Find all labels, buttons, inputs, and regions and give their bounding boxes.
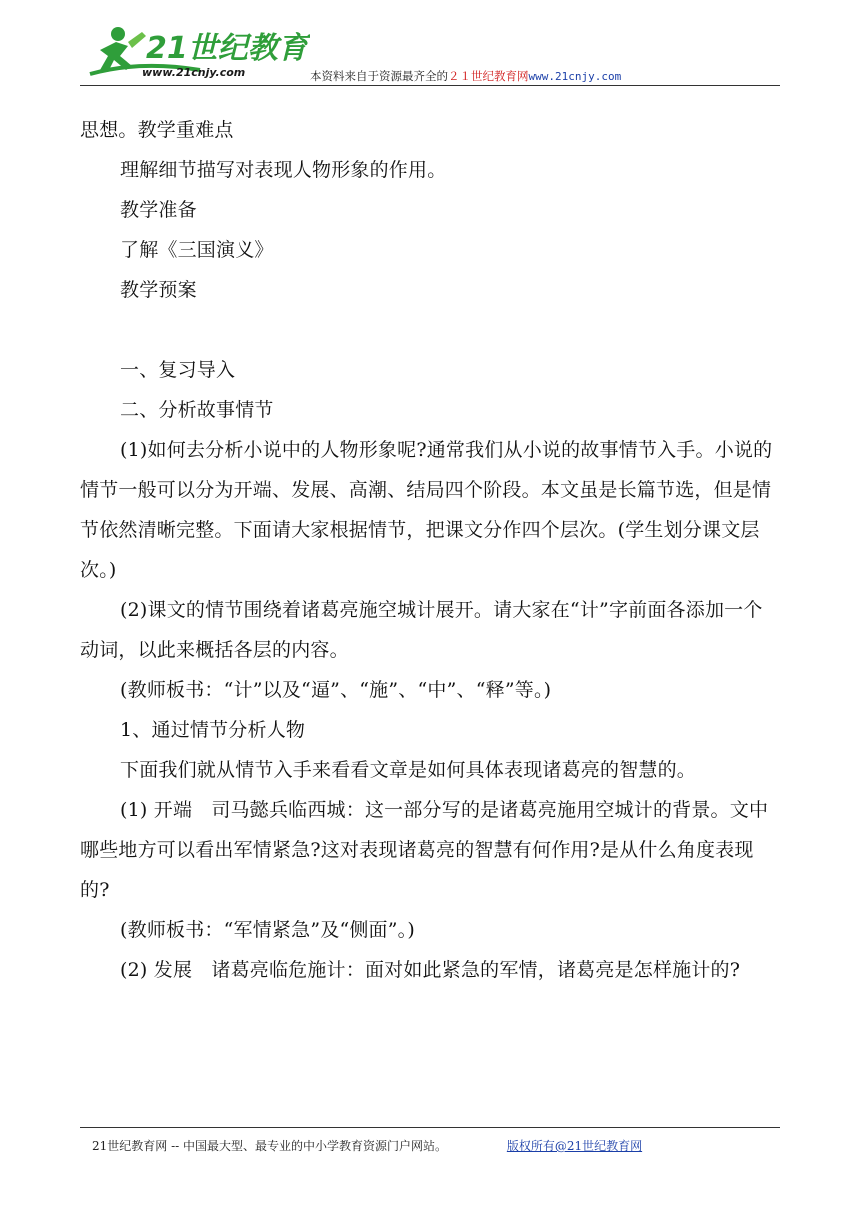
paragraph: (教师板书：“计”以及“逼”、“施”、“中”、“释”等。) — [120, 679, 552, 701]
section-heading: 二、分析故事情节 — [120, 399, 274, 421]
footer-text: 21世纪教育网 -- 中国最大型、最专业的中小学教育资源门户网站。 — [92, 1139, 448, 1153]
paragraph: 了解《三国演义》 — [120, 239, 274, 261]
paragraph: (教师板书：“军情紧急”及“侧面”。) — [120, 919, 415, 941]
section-heading: 教学预案 — [120, 279, 197, 301]
paragraph: 理解细节描写对表现人物形象的作用。 — [120, 159, 447, 181]
paragraph: (2) 发展 诸葛亮临危施计：面对如此紧急的军情，诸葛亮是怎样施计的? — [120, 959, 741, 981]
section-heading: 一、复习导入 — [120, 359, 236, 381]
header-brand: ２１世纪教育网 — [448, 69, 529, 83]
header-note-prefix: 本资料来自于资源最齐全的 — [310, 69, 448, 83]
logo-text: 21世纪教育 — [146, 31, 308, 66]
logo-url: www.21cnjy.com — [142, 66, 246, 79]
paragraph: 思想。教学重难点 — [80, 119, 234, 141]
paragraph: (1) 开端 司马懿兵临西城：这一部分写的是诸葛亮施用空城计的背景。文中哪些地方可以看出军情紧急?这对表现诸葛亮的智慧有何作用?是从什么角度表现的? — [80, 799, 769, 901]
logo-graphic — [80, 20, 310, 86]
document-body — [80, 110, 780, 990]
footer-divider — [80, 1127, 780, 1128]
header-divider — [80, 85, 780, 86]
page-footer — [92, 1137, 642, 1154]
paragraph: (2)课文的情节围绕着诸葛亮施空城计展开。请大家在“计”字前面各添加一个动词，以此来概括各层的内容。 — [80, 599, 763, 661]
site-logo[interactable] — [80, 20, 310, 86]
copyright-link[interactable]: 版权所有@21世纪教育网 — [506, 1139, 643, 1153]
header-note — [310, 68, 621, 84]
blank-line — [80, 310, 780, 350]
section-heading: 1、通过情节分析人物 — [120, 719, 306, 741]
header-url[interactable]: www.21cnjy.com — [528, 70, 622, 83]
section-heading: 教学准备 — [120, 199, 197, 221]
paragraph: (1)如何去分析小说中的人物形象呢?通常我们从小说的故事情节入手。小说的情节一般可以分为开端、发展、高潮、结局四个阶段。本文虽是长篇节选，但是情节依然清晰完整。下面请大家根据情节，把课文分作四个层次。(学生划分课文层次。) — [80, 439, 773, 581]
page-header — [80, 20, 780, 88]
paragraph: 下面我们就从情节入手来看看文章是如何具体表现诸葛亮的智慧的。 — [120, 759, 697, 781]
